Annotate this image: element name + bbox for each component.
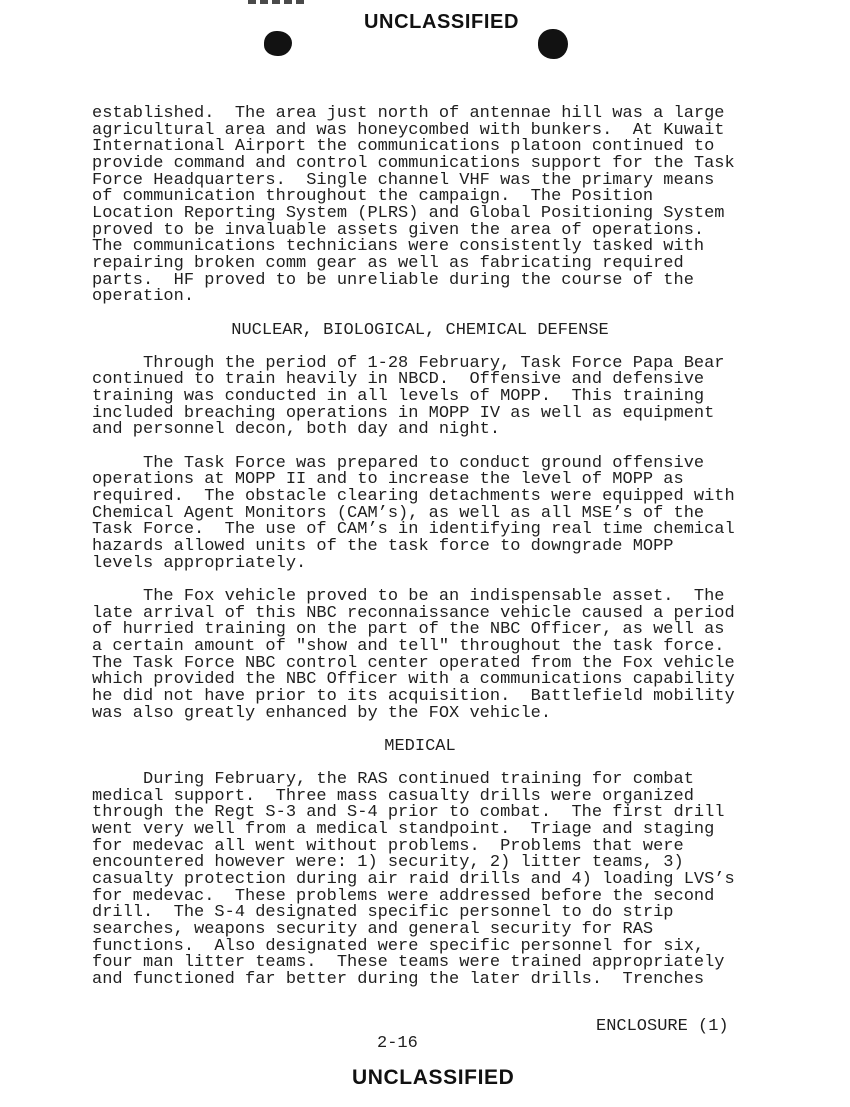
edge-artifact-dash <box>248 0 256 4</box>
document-body <box>92 106 748 1005</box>
section-heading-medical: MEDICAL <box>384 736 456 756</box>
paragraph-communications: established. The area just north of antennae hill was a large agricultural area and was honeycombed with bunkers. At Kuwait International Airport the communications platoon continued to provide command and control communications support for the Task Force Headquarters. Single channel VHF was the primary means of communication throughout the campaign. The Position Location Reporting System (PLRS) and Global Positioning System proved to be invaluable assets given the area of operations. The communications technicians were consistently tasked with repairing broken comm gear as well as fabricating required parts. HF proved to be unreliable during the course of the operation. <box>92 104 735 307</box>
hole-punch-right <box>538 29 568 59</box>
hole-punch-left <box>264 31 292 56</box>
edge-artifact-dash <box>272 0 280 4</box>
classification-banner-bottom: UNCLASSIFIED <box>352 1066 515 1089</box>
paragraph-medical-drills: During February, the RAS continued training for combat medical support. Three mass casualty drills were organized through the Regt S-3 and S-4 prior to combat. The first drill went very well from a medical standpoint. Triage and staging for medevac all went without problems. Problems that were encountered however were: 1) security, 2) litter teams, 3) casualty protection during air raid drills and 4) loading LVS’s for medevac. These problems were addressed before the second drill. The S-4 designated specific personnel to do strip searches, weapons security and general security for RAS functions. Also designated were specific personnel for six, four man litter teams. These teams were trained appropriately and functioned far better during the later drills. Trenches <box>92 770 735 990</box>
classification-banner-top: UNCLASSIFIED <box>364 11 519 33</box>
enclosure-label: ENCLOSURE (1) <box>596 1017 729 1036</box>
edge-artifact-dash <box>296 0 304 4</box>
edge-artifact-dash <box>284 0 292 4</box>
section-heading-nbc-defense: NUCLEAR, BIOLOGICAL, CHEMICAL DEFENSE <box>231 320 609 340</box>
page-number: 2-16 <box>377 1034 418 1053</box>
paragraph-mopp-levels: The Task Force was prepared to conduct ground offensive operations at MOPP II and to increase the level of MOPP as required. The obstacle clearing detachments were equipped with Chemical Agent Monitors (CAM’s), as well as all MSE’s of the Task Force. The use of CAM’s in identifying real time chemical hazards allowed units of the task force to downgrade MOPP levels appropriately. <box>92 453 735 573</box>
paragraph-nbcd-training: Through the period of 1-28 February, Task Force Papa Bear continued to train heavily in NBCD. Offensive and defensive training was conducted in all levels of MOPP. This training included breaching operations in MOPP IV as well as equipment and personnel decon, both day and night. <box>92 353 725 440</box>
paragraph-fox-vehicle: The Fox vehicle proved to be an indispensable asset. The late arrival of this NBC reconnaissance vehicle caused a period of hurried training on the part of the NBC Officer, as well as a certain amount of "show and tell" throughout the task force. The Task Force NBC control center operated from the Fox vehicle which provided the NBC Officer with a communications capability he did not have prior to its acquisition. Battlefield mobility was also greatly enhanced by the FOX vehicle. <box>92 586 735 723</box>
page-edge-artifact <box>248 0 304 4</box>
edge-artifact-dash <box>260 0 268 4</box>
